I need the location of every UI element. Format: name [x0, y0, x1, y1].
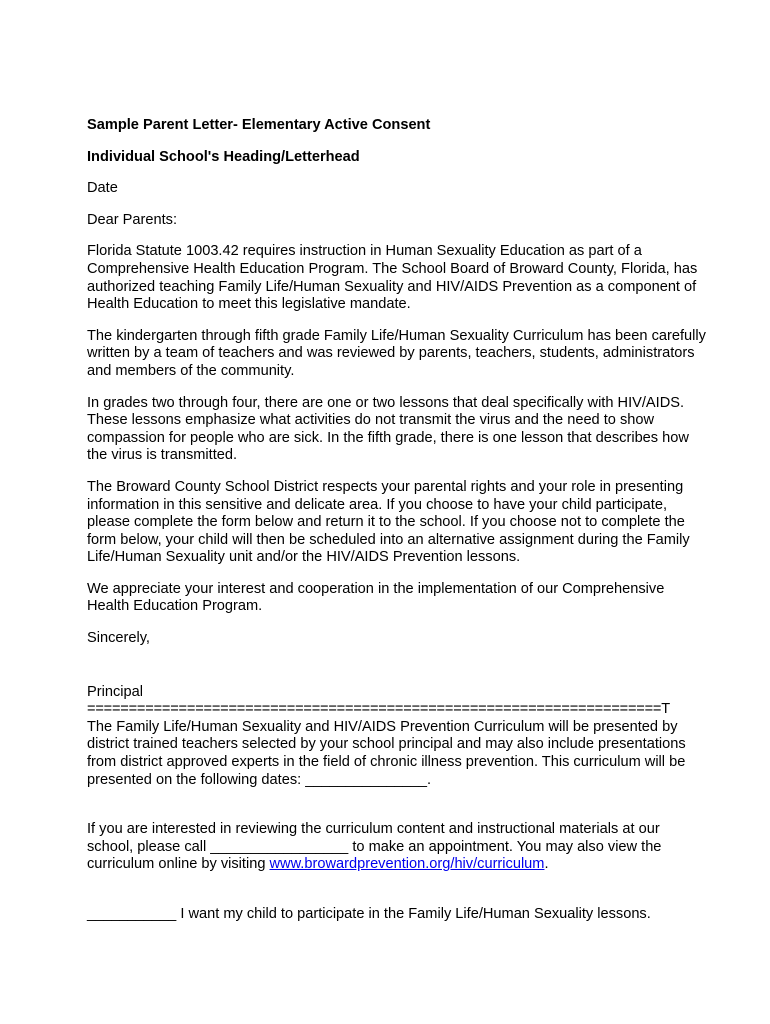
review-paragraph	[87, 821, 707, 874]
salutation: Dear Parents:	[87, 211, 178, 228]
paragraph-statute: Florida Statute 1003.42 requires instruction in Human Sexuality Education as part of a Comprehensive Health Education Program. The School Board of Broward County, Florida, has authorized teaching Family Life/Human Sexuality and HIV/AIDS Prevention as a component of Health Education to meet this legislative mandate.	[87, 243, 698, 313]
paragraph-curriculum: The kindergarten through fifth grade Family Life/Human Sexuality Curriculum has been carefully written by a team of teachers and was reviewed by parents, teachers, students, administrators and members of the community.	[87, 327, 706, 379]
letter-title: Sample Parent Letter- Elementary Active Consent	[87, 117, 431, 133]
letter-body	[87, 117, 707, 924]
form-divider: =====================================================================T	[87, 701, 670, 718]
curriculum-link[interactable]: www.browardprevention.org/hiv/curriculum	[269, 856, 545, 873]
presentation-paragraph: The Family Life/Human Sexuality and HIV/AIDS Prevention Curriculum will be presented by district trained teachers selected by your school principal and may also include presentations from district approved experts in the field of chronic illness prevention. This curriculum will be presented on the following dates: _______________.	[87, 718, 686, 788]
date-line: Date	[87, 180, 118, 197]
paragraph-hiv-lessons: In grades two through four, there are one or two lessons that deal specifically with HIV/AIDS. These lessons emphasize what activities do not transmit the virus and the need to show compassion for people who are sick. In the fifth grade, there is one lesson that describes how the virus is transmitted.	[87, 394, 689, 464]
consent-line: ___________ I want my child to participate in the Family Life/Human Sexuality lessons.	[87, 906, 651, 922]
paragraph-appreciation: We appreciate your interest and cooperation in the implementation of our Comprehensive Health Education Program.	[87, 580, 665, 615]
letterhead-placeholder: Individual School's Heading/Letterhead	[87, 148, 360, 165]
paragraph-parental-rights: The Broward County School District respects your parental rights and your role in presenting information in this sensitive and delicate area. If you choose to have your child participate, please complete the form below and return it to the school. If you choose not to complete the form below, your child will then be scheduled into an alternative assignment during the Family Life/Human Sexuality unit and/or the HIV/AIDS Prevention lessons.	[87, 478, 690, 566]
review-text-end: .	[544, 856, 549, 873]
review-text: If you are interested in reviewing the curriculum content and instructional materials at our school, please call _________________ to make an appointment. You may also view the curriculum online by visiting	[87, 821, 662, 873]
closing: Sincerely,	[87, 630, 150, 647]
signature-principal: Principal	[87, 683, 143, 700]
